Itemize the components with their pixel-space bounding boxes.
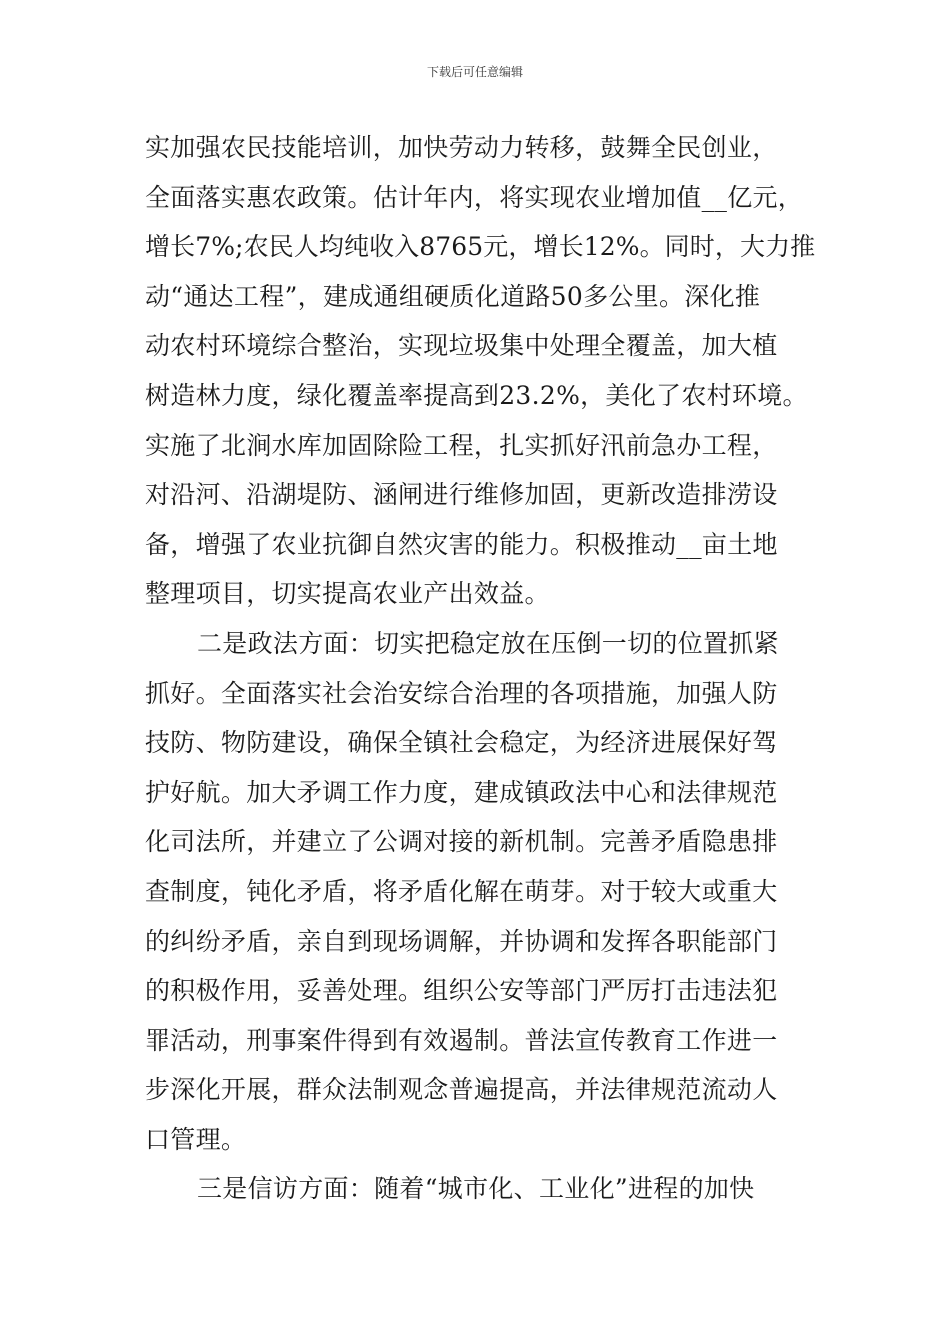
text-line: 三是信访方面：随着“城市化、工业化”进程的加快 — [197, 1174, 755, 1204]
text-line: 技防、物防建设，确保全镇社会稳定，为经济进展保好驾 — [145, 728, 778, 758]
text-line: 整理项目，切实提高农业产出效益。 — [145, 579, 550, 609]
text-line: 树造林力度，绿化覆盖率提高到23.2%，美化了农村环境。 — [145, 380, 808, 410]
text-line: 的积极作用，妥善处理。组织公安等部门严厉打击违法犯 — [145, 976, 778, 1006]
text-line: 步深化开展，群众法制观念普遍提高，并法律规范流动人 — [145, 1075, 778, 1105]
text-line: 口管理。 — [145, 1124, 247, 1154]
text-line: 动“通达工程”，建成通组硬质化道路50多公里。深化推 — [145, 281, 761, 311]
text-line: 二是政法方面：切实把稳定放在压倒一切的位置抓紧 — [197, 628, 779, 658]
document-body — [145, 123, 815, 1214]
text-line: 罪活动，刑事案件得到有效遏制。普法宣传教育工作进一 — [145, 1025, 778, 1055]
text-line: 查制度，钝化矛盾，将矛盾化解在萌芽。对于较大或重大 — [145, 876, 778, 906]
text-line: 增长7%;农民人均纯收入8765元，增长12%。同时，大力推 — [145, 232, 816, 262]
text-line: 护好航。加大矛调工作力度，建成镇政法中心和法律规范 — [145, 777, 778, 807]
text-line: 抓好。全面落实社会治安综合治理的各项措施，加强人防 — [145, 678, 778, 708]
text-line: 的纠纷矛盾，亲自到现场调解，并协调和发挥各职能部门 — [145, 926, 778, 956]
text-line: 对沿河、沿湖堤防、涵闸进行维修加固，更新改造排涝设 — [145, 480, 778, 510]
text-line: 全面落实惠农政策。估计年内，将实现农业增加值__亿元， — [145, 182, 804, 212]
text-line: 备，增强了农业抗御自然灾害的能力。积极推动__亩土地 — [145, 529, 778, 559]
page-header: 下载后可任意编辑 — [426, 65, 523, 79]
text-line: 实施了北涧水库加固除险工程，扎实抓好汛前急办工程， — [145, 430, 778, 460]
text-line: 实加强农民技能培训，加快劳动力转移，鼓舞全民创业， — [145, 133, 778, 162]
text-line: 动农村环境综合整治，实现垃圾集中处理全覆盖，加大植 — [145, 331, 778, 361]
text-line: 化司法所，并建立了公调对接的新机制。完善矛盾隐患排 — [145, 827, 778, 857]
